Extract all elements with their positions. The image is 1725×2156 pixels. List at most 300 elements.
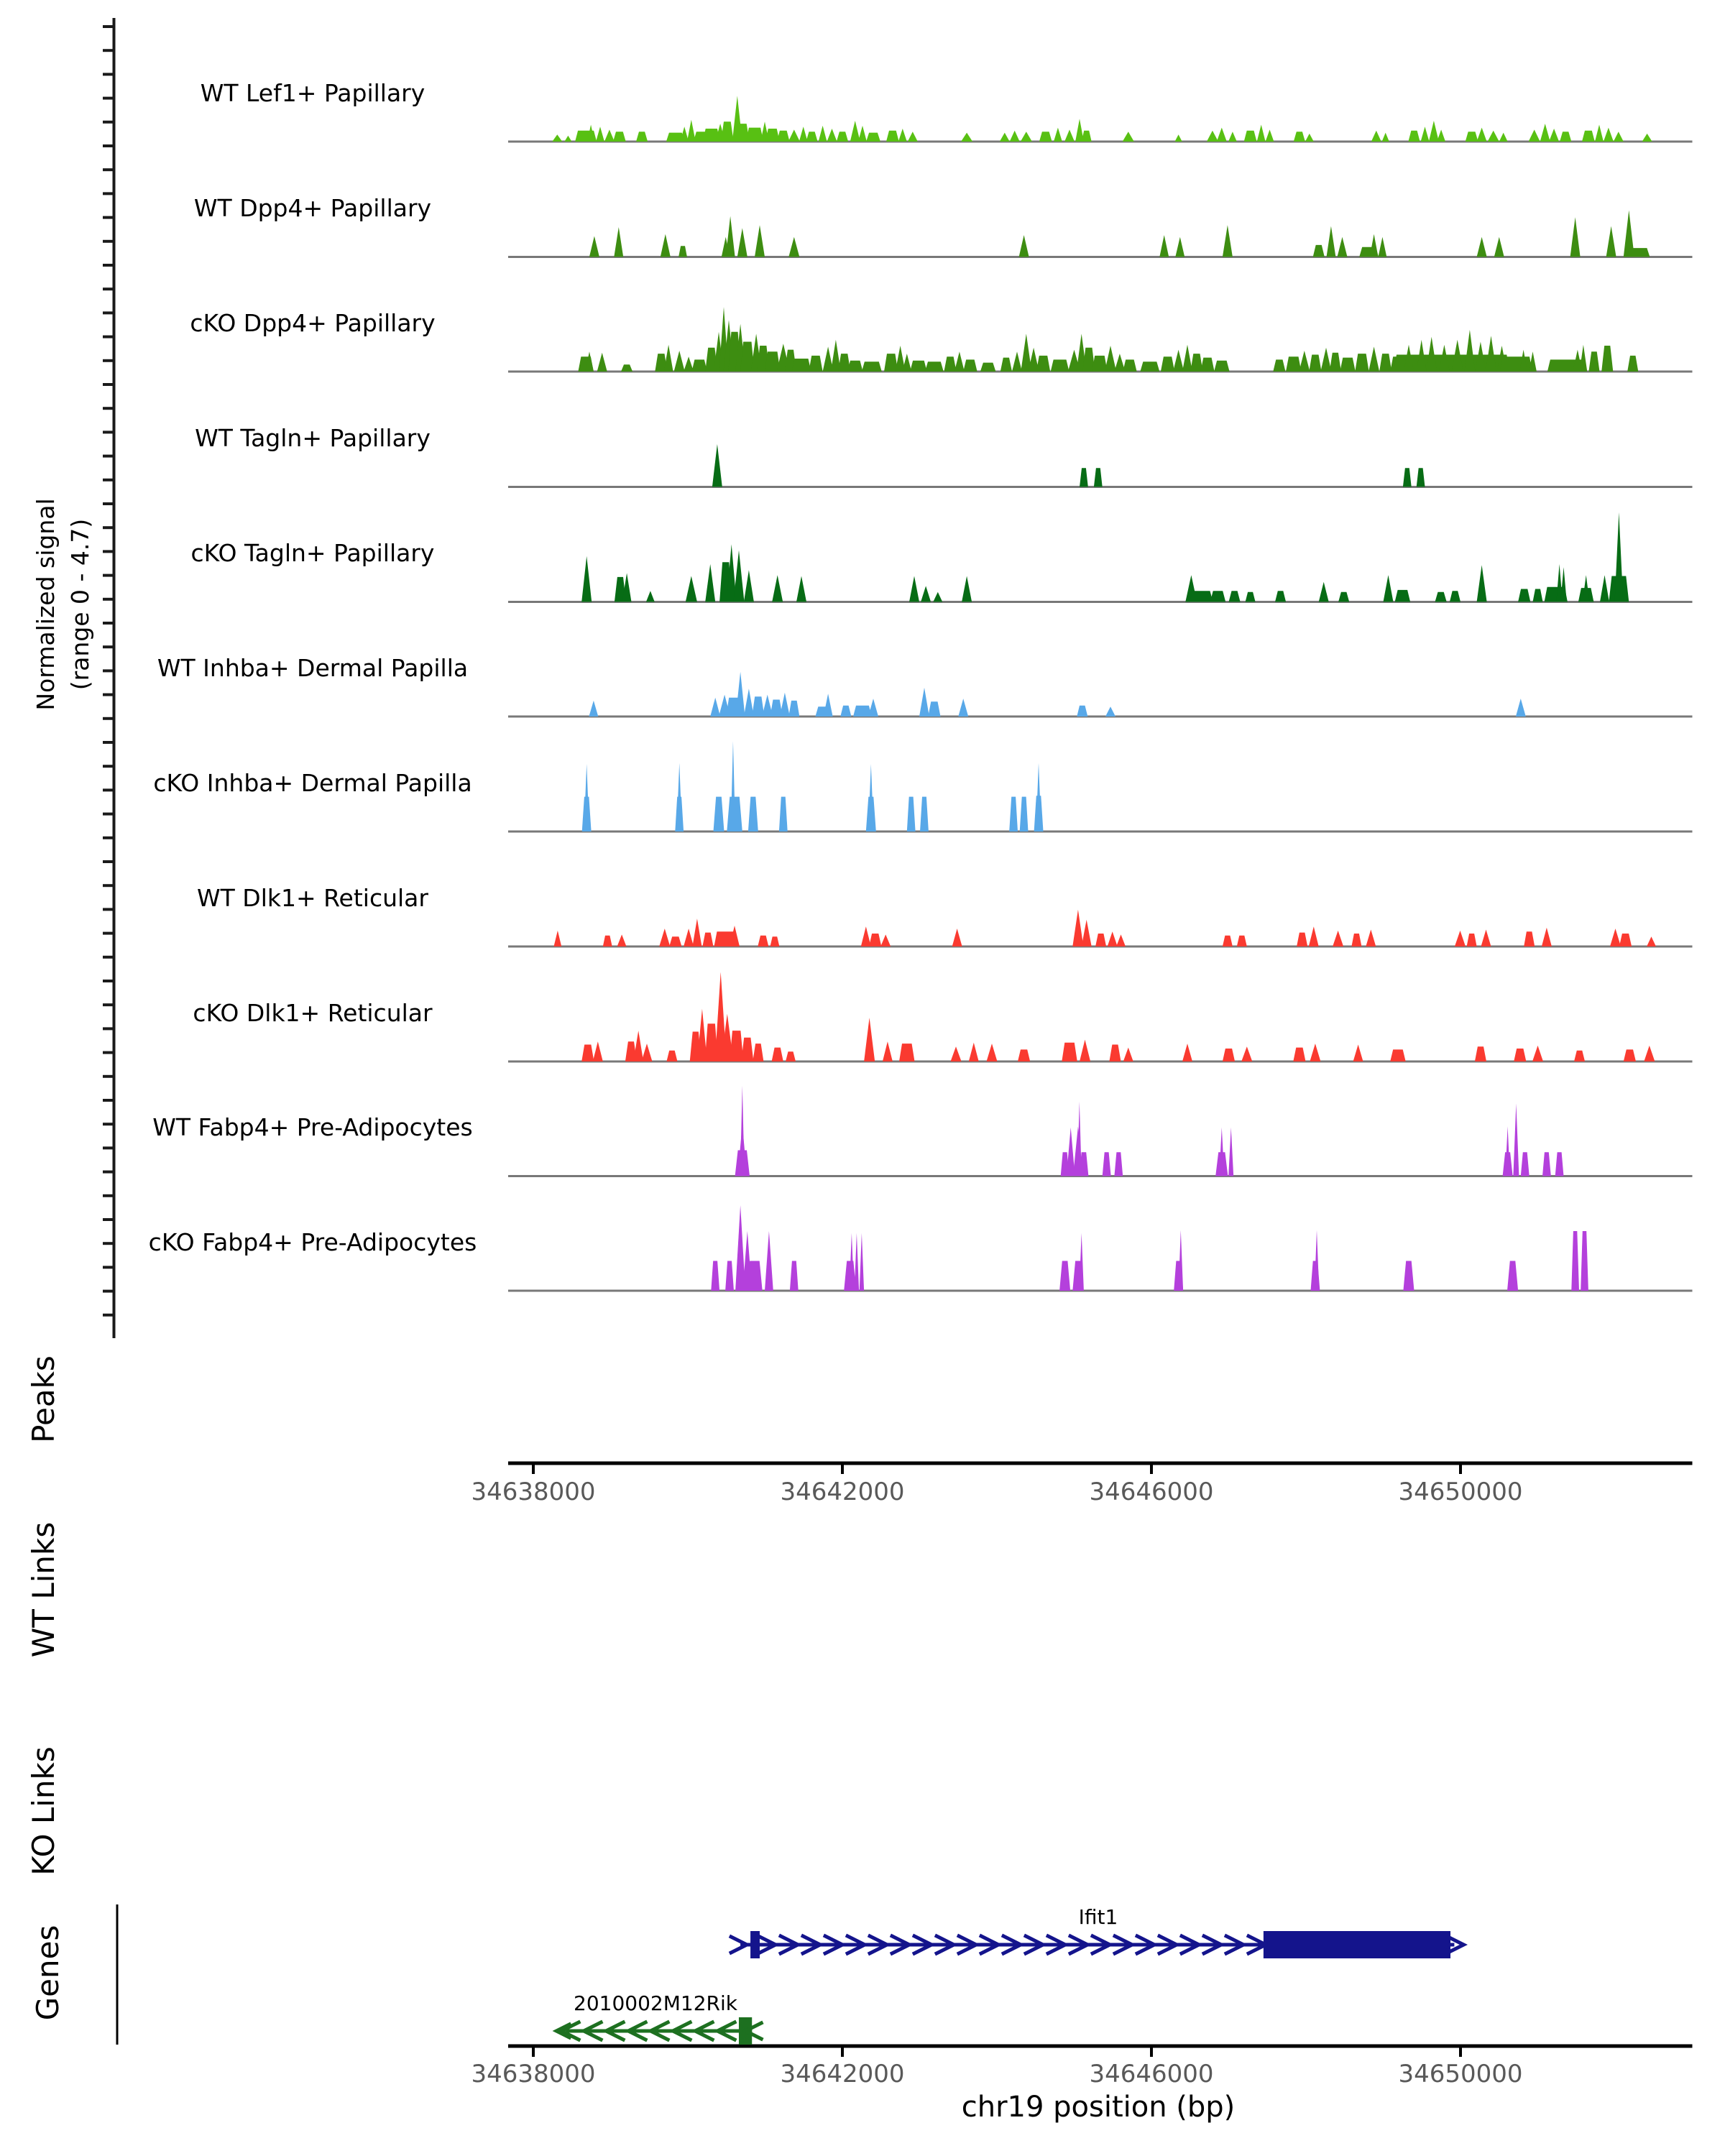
signal-peak [1429,121,1439,142]
signal-peak [1229,591,1241,602]
signal-peak [1214,361,1230,372]
signal-peak [1532,1046,1543,1061]
signal-peak [1190,354,1202,372]
signal-peak [1077,706,1087,717]
signal-peak [1320,348,1331,372]
signal-peak [788,701,799,717]
signal-peak [597,353,607,372]
signal-peak [1540,124,1550,142]
signal-peak [824,694,833,717]
signal-peak [1370,234,1379,257]
signal-peak [1039,132,1052,142]
signal-peak [1103,1152,1111,1176]
signal-peak [1466,132,1478,142]
signal-peak [765,1231,773,1291]
signal-peak [1600,575,1609,602]
signal-peak [1450,591,1460,602]
signal-peak [593,1041,603,1061]
track-label-0: WT Lef1+ Papillary [200,78,426,107]
section-label-genes: Genes [29,1925,65,2021]
signal-peak [674,351,685,372]
signal-peak [1182,1044,1192,1061]
signal-peak [731,741,735,831]
signal-peak [710,698,720,717]
signal-peak [1481,930,1491,947]
signal-peak [705,564,715,602]
signal-peak [589,236,599,257]
signal-peak [1297,933,1307,946]
signal-peak [678,246,687,257]
signal-peak [552,134,562,142]
signal-peak [646,591,655,602]
peaks-axis-tick-label: 34642000 [780,1478,905,1506]
signal-peak [902,354,911,372]
signal-peak [603,936,612,946]
signal-peak [1228,132,1237,142]
signal-peak [1642,134,1652,142]
signal-peak [1390,1049,1406,1061]
signal-peak [786,1051,796,1061]
signal-peak [1072,910,1083,946]
signal-peak [980,363,996,372]
section-label-ko-links: KO Links [25,1746,61,1876]
signal-peak [1080,468,1088,487]
signal-peak [1000,133,1010,142]
signal-peak [1610,929,1621,946]
signal-peak [684,356,694,372]
signal-peak [666,1051,677,1061]
signal-peak [1062,1043,1077,1061]
signal-peak [1477,565,1487,602]
signal-peak [1217,128,1227,142]
signal-peak [1210,591,1226,602]
signal-peak [1627,248,1650,257]
signal-track-5 [589,672,1525,717]
signal-peak [1309,926,1319,946]
signal-peak [954,351,965,372]
signal-peak [633,1031,643,1061]
signal-peak [1021,132,1032,142]
signal-peak [952,929,962,946]
signal-peak [712,444,722,487]
signal-peak [1601,346,1613,372]
signal-peak [581,1045,594,1062]
signal-peak [726,216,735,257]
signal-peak [1366,930,1376,947]
signal-peak [1275,591,1286,602]
signal-peak [702,933,713,946]
signal-peak [1315,1230,1320,1291]
signal-peak [788,129,800,142]
signal-peak [1403,468,1412,487]
signal-peak [1507,1261,1518,1291]
signal-peak [1333,931,1343,946]
signal-peak [1574,1051,1585,1061]
signal-peak [1560,567,1567,602]
signal-track-0 [552,96,1652,142]
signal-peak [1529,129,1540,142]
signal-peak [1051,359,1070,372]
signal-peak [1606,226,1616,257]
signal-peak [920,797,929,831]
signal-peak [686,576,697,602]
signal-track-8 [581,972,1655,1062]
signal-peak [1018,1049,1030,1061]
peaks-axis-tick-label: 34638000 [471,1478,596,1506]
signal-peak [1499,133,1508,142]
signal-peak [1338,237,1348,257]
signal-peak [772,1048,783,1061]
signal-peak [1123,132,1134,142]
signal-peak [740,1086,745,1176]
signal-peak [862,361,882,372]
signal-peak [861,926,871,946]
signal-peak [1340,358,1356,372]
signal-peak [850,121,860,142]
signal-peak [725,1261,734,1291]
signal-peak [664,345,673,372]
y-axis-label [26,353,101,856]
signal-peak [1116,934,1126,946]
signal-peak [589,701,598,717]
signal-peak [1518,589,1530,602]
signal-peak [1421,126,1430,142]
signal-peak [1464,330,1475,372]
signal-peak [687,120,696,142]
signal-peak [1059,1261,1070,1291]
signal-peak [921,586,931,602]
signal-peak [1310,1044,1320,1061]
signal-peak [907,797,916,831]
signal-peak [1437,129,1445,142]
signal-peak [777,131,790,142]
gene-model-2010002M12Rik [556,2017,761,2045]
signal-peak [1094,468,1103,487]
signal-peak [1588,351,1599,372]
signal-peak [1223,1049,1235,1061]
signal-peak [752,696,764,717]
signal-peak [1161,356,1174,372]
signal-peak [1305,134,1314,142]
signal-peak [741,1038,753,1061]
signal-peak [1123,1048,1133,1061]
signal-peak [1293,1048,1305,1061]
signal-peak [1228,1128,1233,1176]
signal-peak [1182,345,1192,372]
signal-peak [1114,1152,1123,1176]
track-label-5: WT Inhba+ Dermal Papilla [157,653,469,682]
signal-peak [958,699,968,717]
signal-peak [951,1046,962,1061]
signal-peak [819,126,827,142]
signal-peak [604,129,615,142]
signal-peak [642,1044,653,1061]
signal-peak [1105,346,1116,372]
signal-peak [1246,592,1256,602]
signal-peak [1533,589,1543,602]
signal-peak [1488,131,1499,142]
signal-peak [1417,468,1425,487]
signal-peak [1542,1152,1551,1176]
signal-peak [1467,934,1477,946]
signal-peak [1505,1126,1510,1176]
track-label-8: cKO Dlk1+ Reticular [193,998,433,1027]
signal-peak [613,132,626,142]
signal-peak [744,688,754,717]
signal-peak [753,1044,763,1061]
section-label-peaks: Peaks [25,1355,61,1443]
y-axis-label-line2: (range 0 - 4.7) [66,518,94,691]
signal-peak [554,931,562,946]
signal-peak [1580,345,1588,372]
signal-peak [661,234,671,257]
track-label-3: WT Tagln+ Papillary [195,424,431,452]
signal-peak [963,359,977,372]
signal-peak [1223,936,1233,946]
signal-peak [860,1233,864,1291]
signal-peak [1355,354,1368,372]
signal-peak [790,1261,799,1291]
signal-peak [1619,934,1632,946]
signal-peak [840,706,851,717]
signal-peak [1379,237,1387,257]
signal-peak [1555,1152,1564,1176]
signal-peak [987,1044,998,1061]
signal-peak [1054,128,1062,142]
position-axis-tick-label: 34642000 [780,2060,905,2088]
signal-track-2 [578,307,1638,372]
signal-peak [969,1043,979,1061]
track-label-4: cKO Tagln+ Papillary [190,539,435,567]
signal-peak [692,918,702,946]
gene-strand-arrow [731,1937,747,1953]
signal-peak [944,356,956,372]
signal-peak [772,575,783,602]
signal-peak [1105,706,1116,717]
signal-peak [1266,129,1274,142]
signal-peak [721,121,734,142]
signal-peak [866,133,880,142]
track-label-6: cKO Inhba+ Dermal Papilla [153,768,472,797]
signal-peak [1207,131,1218,142]
signal-peak [733,550,744,602]
signal-peak [1159,235,1169,257]
signal-peak [1516,699,1526,717]
signal-peak [669,936,681,946]
signal-peak [1379,354,1392,372]
signal-peak [1309,355,1321,372]
signal-peak [1064,129,1075,142]
signal-peak [1604,128,1614,142]
signal-peak [809,356,822,372]
signal-peak [1319,582,1329,602]
signal-peak [748,797,758,831]
signal-peak [746,128,763,142]
signal-peak [744,570,754,602]
signal-peak [1486,336,1496,372]
signal-peak [617,934,627,946]
signal-peak [659,929,670,946]
signal-peak [711,1261,719,1291]
signal-peak [770,936,780,946]
signal-peak [1092,356,1108,372]
signal-peak [1257,125,1266,142]
signal-peak [1524,931,1535,946]
signal-peak [1286,356,1302,372]
signal-peak [1382,133,1389,142]
signal-peak [933,592,942,602]
signal-peak [899,1044,915,1061]
signal-peak [796,576,806,602]
signal-peak [858,126,867,142]
signal-peak [1108,931,1118,946]
signal-peak [1109,1045,1121,1062]
signal-peak [880,934,891,946]
signal-peak [780,693,790,717]
signal-peak [908,132,918,142]
signal-peak [847,361,863,372]
signal-peak [755,225,765,257]
signal-peak [1475,1046,1486,1061]
signal-peak [1012,351,1022,372]
signal-peak [1123,359,1136,372]
gene-name-Ifit1: Ifit1 [1078,1905,1118,1929]
signal-peak [1000,358,1012,372]
signal-peak [1244,131,1257,142]
signal-peak [1067,1128,1075,1176]
signal-peak [1624,1049,1636,1061]
signal-peak [1190,591,1213,602]
signal-peak [1542,928,1552,946]
signal-track-9 [735,1086,1564,1176]
signal-peak [864,1018,875,1061]
signal-peak [1338,592,1349,602]
signal-peak [1595,125,1604,142]
signal-peak [898,129,907,142]
position-axis-tick-label: 34646000 [1089,2060,1214,2088]
signal-peak [868,699,878,717]
signal-peak [596,126,604,142]
signal-peak [1241,1046,1252,1061]
signal-peak [1299,351,1310,372]
signal-peak [1408,131,1420,142]
signal-track-6 [582,741,1044,831]
signal-peak [1200,358,1214,372]
signal-peak [1080,1040,1090,1061]
signal-peak [1627,356,1638,372]
signal-peak [1514,1049,1526,1061]
signal-peak [1020,797,1029,831]
signal-peak [730,1031,743,1061]
signal-peak [779,797,788,831]
signal-peak [962,576,972,602]
signal-peak [1330,353,1341,372]
signal-peak [1494,237,1504,257]
signal-peak [792,359,811,372]
peaks-axis-tick-label: 34650000 [1398,1478,1523,1506]
signal-peak [883,1041,893,1061]
signal-peak [1477,128,1487,142]
signal-peak [1426,337,1437,372]
signal-peak [1384,575,1394,602]
signal-peak [799,126,808,142]
signal-peak [621,364,632,372]
signal-peak [1140,361,1159,372]
signal-peak [1313,245,1325,257]
signal-track-10 [711,1205,1588,1291]
x-axis-title: chr19 position (bp) [961,2091,1236,2124]
signal-peak [714,797,724,831]
signal-peak [691,359,707,372]
signal-peak [1614,132,1624,142]
gene-model-Ifit1 [731,1931,1463,1958]
signal-peak [1644,1046,1655,1061]
signal-peak [1010,131,1020,142]
signal-peak [1477,237,1487,257]
signal-peak [1581,1231,1588,1291]
signal-peak [581,556,592,602]
signal-peak [1521,1152,1530,1176]
signal-peak [758,936,768,946]
signal-peak [1036,356,1050,372]
signal-peak [1455,931,1466,946]
signal-peak [1019,235,1029,257]
signal-peak [1500,356,1532,372]
signal-peak [919,688,929,717]
signal-peak [1395,590,1411,602]
signal-peak [910,361,927,372]
signal-track-4 [581,512,1629,602]
signal-peak [1175,237,1184,257]
signal-peak [614,227,623,257]
signal-peak [788,237,799,257]
signal-peak [1549,129,1559,142]
signal-peak [1009,797,1018,831]
signal-peak [961,133,972,142]
signal-peak [1173,350,1184,372]
peaks-axis-tick-label: 34646000 [1089,1478,1214,1506]
signal-peak [1327,226,1336,257]
signal-peak [855,1233,859,1291]
signal-peak [909,576,919,602]
signal-peak [684,929,694,946]
signal-peak [925,361,944,372]
signal-peak [1082,920,1092,946]
signal-peak [737,228,748,257]
gene-name-2010002M12Rik: 2010002M12Rik [574,1991,737,2015]
signal-peak [1219,1128,1224,1176]
section-label-wt-links: WT Links [25,1521,61,1658]
signal-peak [1353,1045,1363,1062]
signal-peak [1513,1104,1519,1176]
track-label-10: cKO Fabp4+ Pre-Adipocytes [148,1227,477,1256]
track-label-2: cKO Dpp4+ Papillary [190,308,436,337]
signal-peak [1273,359,1285,372]
signal-peak [1615,512,1624,602]
signal-peak [869,934,881,946]
signal-peak [1570,217,1581,257]
position-axis-tick-label: 34638000 [471,2060,596,2088]
signal-peak [1351,934,1361,946]
signal-peak [1294,132,1305,142]
track-label-9: WT Fabp4+ Pre-Adipocytes [152,1113,473,1141]
signal-peak [827,129,837,142]
signal-peak [1223,225,1233,257]
track-label-7: WT Dlk1+ Reticular [197,883,428,912]
track-label-1: WT Dpp4+ Papillary [193,194,432,222]
signal-track-1 [589,211,1650,257]
position-axis-tick-label: 34650000 [1398,2060,1523,2088]
